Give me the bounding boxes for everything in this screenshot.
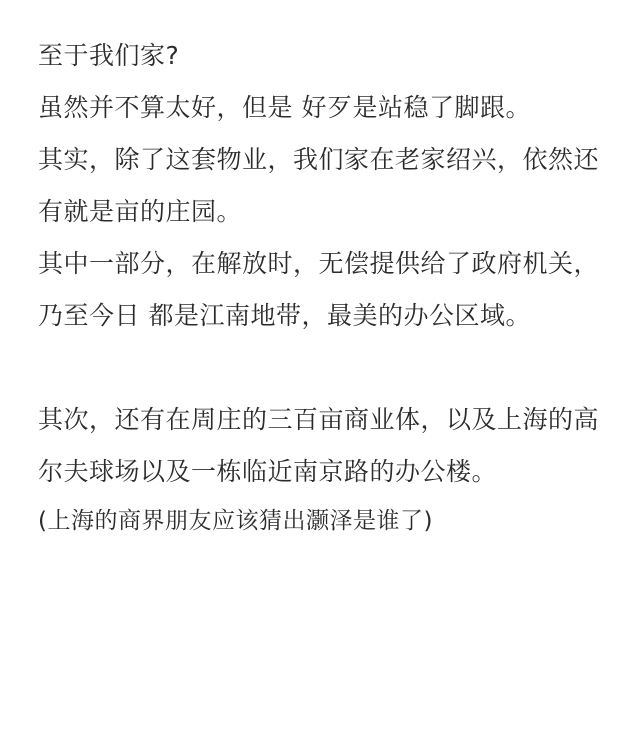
paragraph-line-2: 虽然并不算太好，但是 好歹是站稳了脚跟。	[38, 93, 531, 122]
paragraph-spacer	[38, 342, 602, 394]
paragraph-line-3: 其实，除了这套物业，我们家在老家绍兴，依然还有就是亩的庄园。	[38, 145, 600, 226]
paragraph-line-6: (上海的商界朋友应该猜出灏泽是谁了)	[38, 508, 433, 534]
paragraph-line-4: 其中一部分，在解放时，无偿提供给了政府机关，乃至今日 都是江南地带，最美的办公区域。	[38, 249, 600, 330]
paragraph-line-5: 其次，还有在周庄的三百亩商业体，以及上海的高尔夫球场以及一栋临近南京路的办公楼。	[38, 405, 600, 486]
paragraph-line-1: 至于我们家?	[38, 41, 180, 70]
